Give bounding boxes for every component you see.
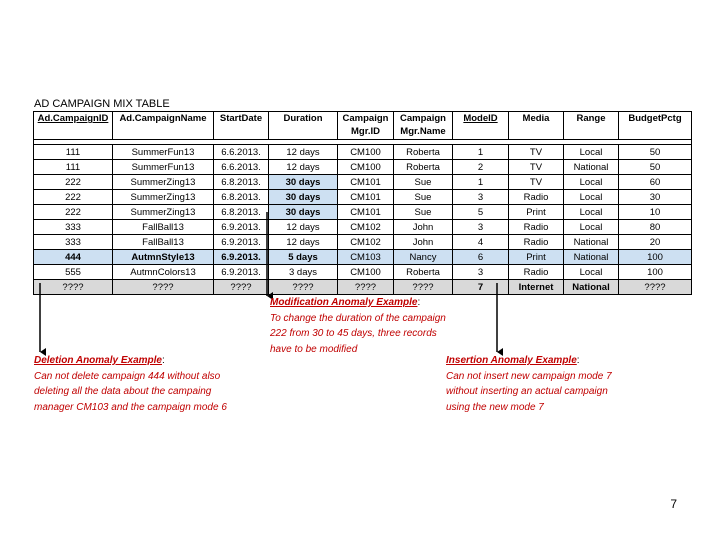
table-title: AD CAMPAIGN MIX TABLE (34, 98, 170, 110)
table-cell: 12 days (269, 220, 338, 235)
table-cell: Internet (509, 280, 564, 295)
table-cell: 10 (619, 205, 692, 220)
table-cell: 30 (619, 190, 692, 205)
table-cell: ???? (214, 280, 269, 295)
table-cell: John (394, 235, 453, 250)
table-cell: 12 days (269, 235, 338, 250)
col-header-range: Range (564, 112, 619, 140)
table-cell: ???? (338, 280, 394, 295)
table-cell: Roberta (394, 145, 453, 160)
table-cell: Nancy (394, 250, 453, 265)
table-cell: AutmnStyle13 (113, 250, 214, 265)
col-header-mgr-name: Campaign Mgr.Name (394, 112, 453, 140)
table-cell: CM101 (338, 190, 394, 205)
table-cell: Sue (394, 175, 453, 190)
table-cell: 30 days (269, 205, 338, 220)
table-cell: 555 (34, 265, 113, 280)
table-cell: Radio (509, 235, 564, 250)
table-cell: 6.9.2013. (214, 220, 269, 235)
table-cell: ???? (394, 280, 453, 295)
table-cell: 1 (453, 145, 509, 160)
table-cell: 6.6.2013. (214, 160, 269, 175)
table-cell: Print (509, 250, 564, 265)
table-cell: 1 (453, 175, 509, 190)
modification-anomaly-note: Modification Anomaly Example: To change the duration of the campaign 222 from 30 to 45 days, three records have to be modified (270, 297, 446, 355)
table-cell: 80 (619, 220, 692, 235)
col-header-campaign-id: Ad.CampaignID (34, 112, 113, 140)
table-cell: Print (509, 205, 564, 220)
table-cell: Sue (394, 190, 453, 205)
table-cell: 20 (619, 235, 692, 250)
table-cell: National (564, 235, 619, 250)
table-cell: ???? (269, 280, 338, 295)
table-cell: 6.9.2013. (214, 250, 269, 265)
table-cell: 6 (453, 250, 509, 265)
table-cell: 12 days (269, 145, 338, 160)
table-cell: 60 (619, 175, 692, 190)
table-cell: CM100 (338, 160, 394, 175)
col-header-duration: Duration (269, 112, 338, 140)
col-header-media: Media (509, 112, 564, 140)
table-cell: Local (564, 265, 619, 280)
table-cell: CM101 (338, 205, 394, 220)
table-cell: AutmnColors13 (113, 265, 214, 280)
table-cell: Local (564, 190, 619, 205)
table-cell: 7 (453, 280, 509, 295)
table-cell: Roberta (394, 265, 453, 280)
table-cell: 30 days (269, 175, 338, 190)
table-cell: TV (509, 160, 564, 175)
table-cell: SummerFun13 (113, 160, 214, 175)
col-header-mode-id: ModelD (453, 112, 509, 140)
table-cell: SummerZing13 (113, 190, 214, 205)
table-cell: SummerZing13 (113, 205, 214, 220)
table-cell: 50 (619, 145, 692, 160)
insertion-anomaly-note: Insertion Anomaly Example: Can not insert new campaign mode 7 without inserting an actual campaign using the new mode 7 (446, 355, 612, 413)
table-cell: 6.9.2013. (214, 265, 269, 280)
table-cell: Local (564, 220, 619, 235)
table-cell: SummerZing13 (113, 175, 214, 190)
table-cell: ???? (113, 280, 214, 295)
table-cell: 3 days (269, 265, 338, 280)
table-cell: 12 days (269, 160, 338, 175)
table-cell: Radio (509, 220, 564, 235)
table-cell: 6.8.2013. (214, 190, 269, 205)
table-cell: CM102 (338, 235, 394, 250)
table-cell: John (394, 220, 453, 235)
col-header-campaign-name: Ad.CampaignName (113, 112, 214, 140)
table-cell: CM102 (338, 220, 394, 235)
table-cell: CM100 (338, 145, 394, 160)
col-header-start-date: StartDate (214, 112, 269, 140)
table-cell: 333 (34, 235, 113, 250)
deletion-anomaly-note: Deletion Anomaly Example: Can not delete campaign 444 without also deleting all the data about the campaing manager CM103 and the campaign mode 6 (34, 355, 227, 413)
table-cell: 100 (619, 265, 692, 280)
table-cell: ???? (34, 280, 113, 295)
table-cell: Local (564, 145, 619, 160)
table-cell: 3 (453, 220, 509, 235)
table-cell: 5 (453, 205, 509, 220)
table-cell: CM100 (338, 265, 394, 280)
table-cell: 6.9.2013. (214, 235, 269, 250)
table-cell: 4 (453, 235, 509, 250)
table-cell: 444 (34, 250, 113, 265)
table-cell: 3 (453, 265, 509, 280)
table-cell: National (564, 280, 619, 295)
table-cell: Radio (509, 265, 564, 280)
table-cell: TV (509, 175, 564, 190)
table-cell: 222 (34, 175, 113, 190)
table-cell: 100 (619, 250, 692, 265)
table-cell: 111 (34, 145, 113, 160)
table-cell: FallBall13 (113, 235, 214, 250)
table-cell: Radio (509, 190, 564, 205)
table-cell: ???? (619, 280, 692, 295)
page-number: 7 (670, 497, 677, 511)
table-cell: CM101 (338, 175, 394, 190)
table-cell: 222 (34, 190, 113, 205)
table-cell: 30 days (269, 190, 338, 205)
table-cell: 2 (453, 160, 509, 175)
table-cell: 3 (453, 190, 509, 205)
table-cell: Sue (394, 205, 453, 220)
table-cell: National (564, 250, 619, 265)
table-cell: 6.8.2013. (214, 175, 269, 190)
table-cell: 333 (34, 220, 113, 235)
table-cell: 6.6.2013. (214, 145, 269, 160)
table-cell: 6.8.2013. (214, 205, 269, 220)
table-cell: Local (564, 175, 619, 190)
col-header-mgr-id: Campaign Mgr.ID (338, 112, 394, 140)
table-cell: 111 (34, 160, 113, 175)
table-cell: FallBall13 (113, 220, 214, 235)
col-header-budget: BudgetPctg (619, 112, 692, 140)
table-cell: Roberta (394, 160, 453, 175)
table-cell: 5 days (269, 250, 338, 265)
table-cell: TV (509, 145, 564, 160)
table-cell: 50 (619, 160, 692, 175)
table-cell: National (564, 160, 619, 175)
table-cell: CM103 (338, 250, 394, 265)
table-cell: 222 (34, 205, 113, 220)
table-cell: Local (564, 205, 619, 220)
table-cell: SummerFun13 (113, 145, 214, 160)
